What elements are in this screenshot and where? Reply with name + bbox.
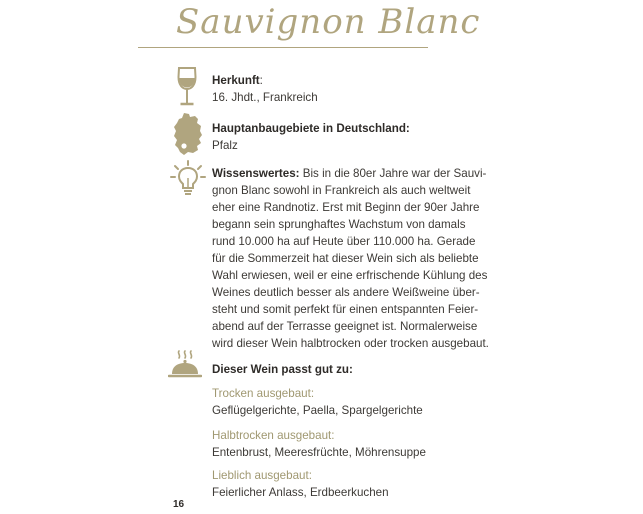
regions-section	[212, 120, 410, 154]
page-number: 16	[173, 499, 185, 510]
knowledge-line-0: Bis in die 80er Jahre war der Sauvi-	[299, 167, 487, 180]
pairing-group-items: Entenbrust, Meeresfrüchte, Möhrensuppe	[212, 446, 426, 459]
pairing-group-sweet	[212, 467, 389, 501]
pairing-label: Dieser Wein passt gut zu:	[212, 363, 353, 376]
wine-glass-icon	[172, 66, 202, 108]
knowledge-line-2: eher eine Randnotiz. Erst mit Beginn der 90er Jahre	[212, 201, 480, 214]
pairing-group-dry	[212, 385, 423, 419]
knowledge-line-6: Wahl erwiesen, weil er eine erfrischende Kühlung des	[212, 269, 488, 282]
knowledge-line-4: rund 10.000 ha auf Heute über 110.000 ha. Gerade	[212, 235, 476, 248]
serving-cloche-icon	[168, 350, 202, 380]
lightbulb-icon	[170, 160, 206, 200]
knowledge-line-8: steht und somit perfekt für einen entspannten Feier-	[212, 303, 479, 316]
page-title: Sauvignon Blanc	[176, 2, 481, 42]
pairing-group-items: Feierlicher Anlass, Erdbeerkuchen	[212, 486, 389, 499]
pairing-group-heading: Trocken ausgebaut:	[212, 387, 315, 400]
pairing-group-items: Geflügelgerichte, Paella, Spargelgerichte	[212, 404, 423, 417]
knowledge-line-7: Weines deutlich besser als andere Weißweine über-	[212, 286, 480, 299]
regions-label: Hauptanbaugebiete in Deutschland:	[212, 122, 410, 135]
origin-value: 16. Jhdt., Frankreich	[212, 91, 318, 104]
knowledge-line-5: für die Sommerzeit hat dieser Wein sich als beliebte	[212, 252, 479, 265]
knowledge-label: Wissenswertes:	[212, 167, 300, 180]
knowledge-line-10: wird dieser Wein halbtrocken oder trocken ausgebaut.	[212, 337, 489, 350]
title-divider	[138, 47, 428, 48]
pairing-group-heading: Halbtrocken ausgebaut:	[212, 429, 335, 442]
knowledge-section	[212, 165, 489, 352]
knowledge-line-9: abend auf der Terrasse geeignet ist. Normalerweise	[212, 320, 478, 333]
germany-map-icon	[172, 112, 204, 156]
knowledge-line-3: begann sein sprunghaftes Wachstum von damals	[212, 218, 466, 231]
origin-section	[212, 72, 318, 106]
pairing-section	[212, 361, 353, 378]
origin-label: Herkunft	[212, 74, 260, 87]
regions-value: Pfalz	[212, 139, 238, 152]
pairing-group-heading: Lieblich ausgebaut:	[212, 469, 312, 482]
pairing-group-semi-dry	[212, 427, 426, 461]
knowledge-line-1: gnon Blanc sowohl in Frankreich als auch weltweit	[212, 184, 471, 197]
origin-label-colon: :	[259, 74, 263, 87]
